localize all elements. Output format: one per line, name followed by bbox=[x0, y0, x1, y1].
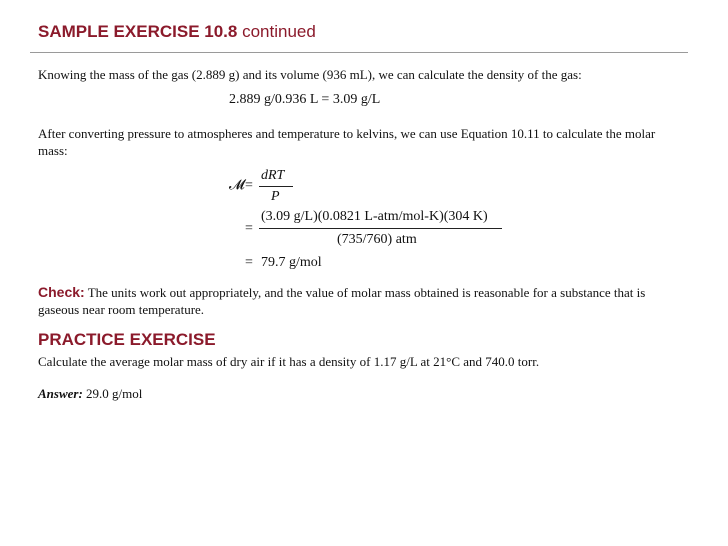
page-title bbox=[38, 22, 316, 42]
practice-question: Calculate the average molar mass of dry air if it has a density of 1.17 g/L at 21°C and 740.0 torr. bbox=[38, 354, 540, 369]
fraction-bar-1 bbox=[259, 186, 293, 187]
practice-answer bbox=[38, 385, 142, 402]
title-continued: continued bbox=[242, 22, 316, 41]
fraction-numerator-2: (3.09 g/L)(0.0821 L-atm/mol-K)(304 K) bbox=[261, 209, 488, 224]
check-paragraph bbox=[38, 284, 688, 318]
equals-sign-2: = bbox=[245, 221, 253, 236]
paragraph-molar-mass: After converting pressure to atmospheres and temperature to kelvins, we can use Equation 10.11 to calculate the molar mass: bbox=[38, 126, 656, 158]
paragraph-density: Knowing the mass of the gas (2.889 g) and its volume (936 mL), we can calculate the density of the gas: bbox=[38, 67, 582, 82]
title-bold: SAMPLE EXERCISE 10.8 bbox=[38, 22, 238, 41]
fraction-denominator-2: (735/760) atm bbox=[337, 232, 417, 247]
equation-density: 2.889 g/0.936 L = 3.09 g/L bbox=[229, 92, 381, 107]
fraction-denominator-1: P bbox=[271, 189, 280, 204]
header-divider bbox=[30, 52, 688, 53]
fraction-numerator-1: dRT bbox=[261, 168, 285, 183]
equals-sign-1: = bbox=[245, 178, 253, 193]
equals-sign-3: = bbox=[245, 255, 253, 270]
check-label: Check: bbox=[38, 284, 85, 300]
answer-label: Answer: bbox=[38, 386, 83, 401]
answer-value: 29.0 g/mol bbox=[86, 386, 143, 401]
molar-mass-symbol: 𝓜 bbox=[229, 178, 245, 193]
practice-title: PRACTICE EXERCISE bbox=[38, 330, 216, 349]
fraction-bar-2 bbox=[259, 228, 502, 229]
check-text: The units work out appropriately, and the value of molar mass obtained is reasonable for a substance that is gaseous near room temperature. bbox=[38, 285, 646, 317]
molar-mass-result: 79.7 g/mol bbox=[261, 255, 322, 270]
